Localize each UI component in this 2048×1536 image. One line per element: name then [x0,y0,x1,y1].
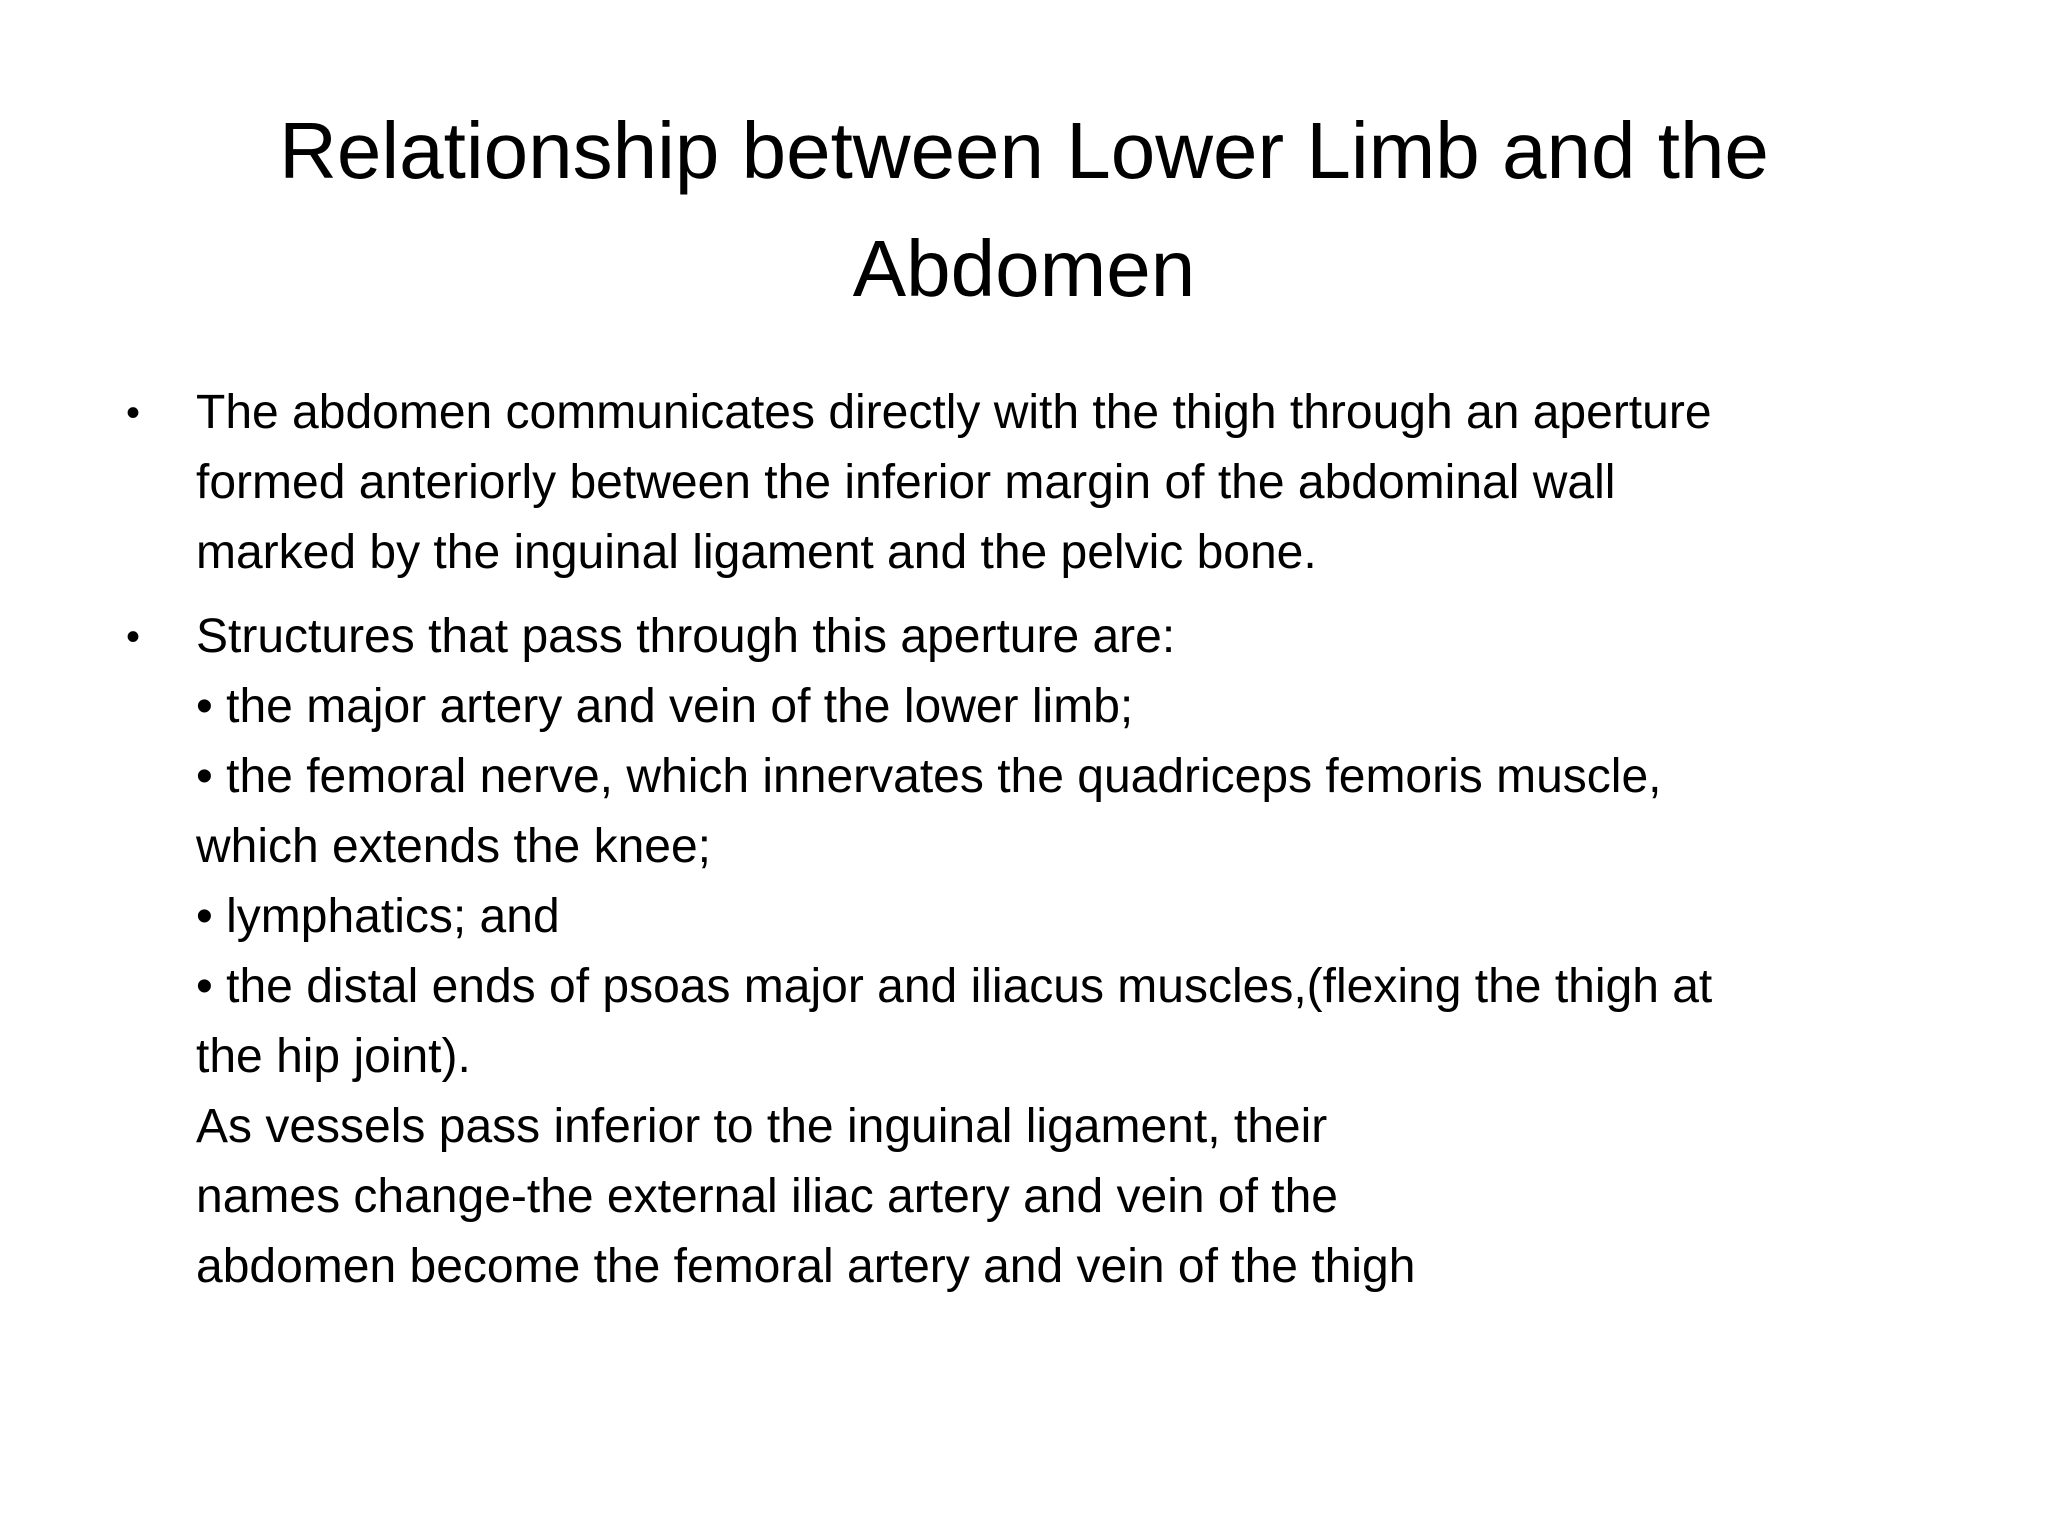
bullet-2-line-9: names change-the external iliac artery and vein of the [196,1170,1338,1223]
bullet-marker: • [126,615,141,659]
bullet-marker: • [126,391,141,435]
bullet-item-1 [120,378,1960,588]
bullet-2-line-4: which extends the knee; [196,820,711,873]
bullet-2-line-3: • the femoral nerve, which innervates the quadriceps femoris muscle, [196,750,1662,803]
bullet-1-line-1: The abdomen communicates directly with the thigh through an aperture [196,386,1712,439]
bullet-2-line-5: • lymphatics; and [196,890,560,943]
slide-body [120,378,1960,1316]
bullet-2-line-8: As vessels pass inferior to the inguinal ligament, their [196,1100,1328,1153]
bullet-2-line-7: the hip joint). [196,1030,471,1083]
title-line-2: Abdomen [852,224,1196,313]
bullet-2-line-2: • the major artery and vein of the lower limb; [196,680,1134,733]
bullet-2-line-10: abdomen become the femoral artery and vein of the thigh [196,1240,1416,1293]
title-line-1: Relationship between Lower Limb and the [279,106,1769,195]
bullet-1-line-3: marked by the inguinal ligament and the pelvic bone. [196,526,1317,579]
slide-title [140,92,1908,328]
bullet-2-line-6: • the distal ends of psoas major and iliacus muscles,(flexing the thigh at [196,960,1713,1013]
bullet-item-2 [120,602,1960,1302]
bullet-2-line-1: Structures that pass through this aperture are: [196,610,1176,663]
bullet-1-line-2: formed anteriorly between the inferior margin of the abdominal wall [196,456,1616,509]
